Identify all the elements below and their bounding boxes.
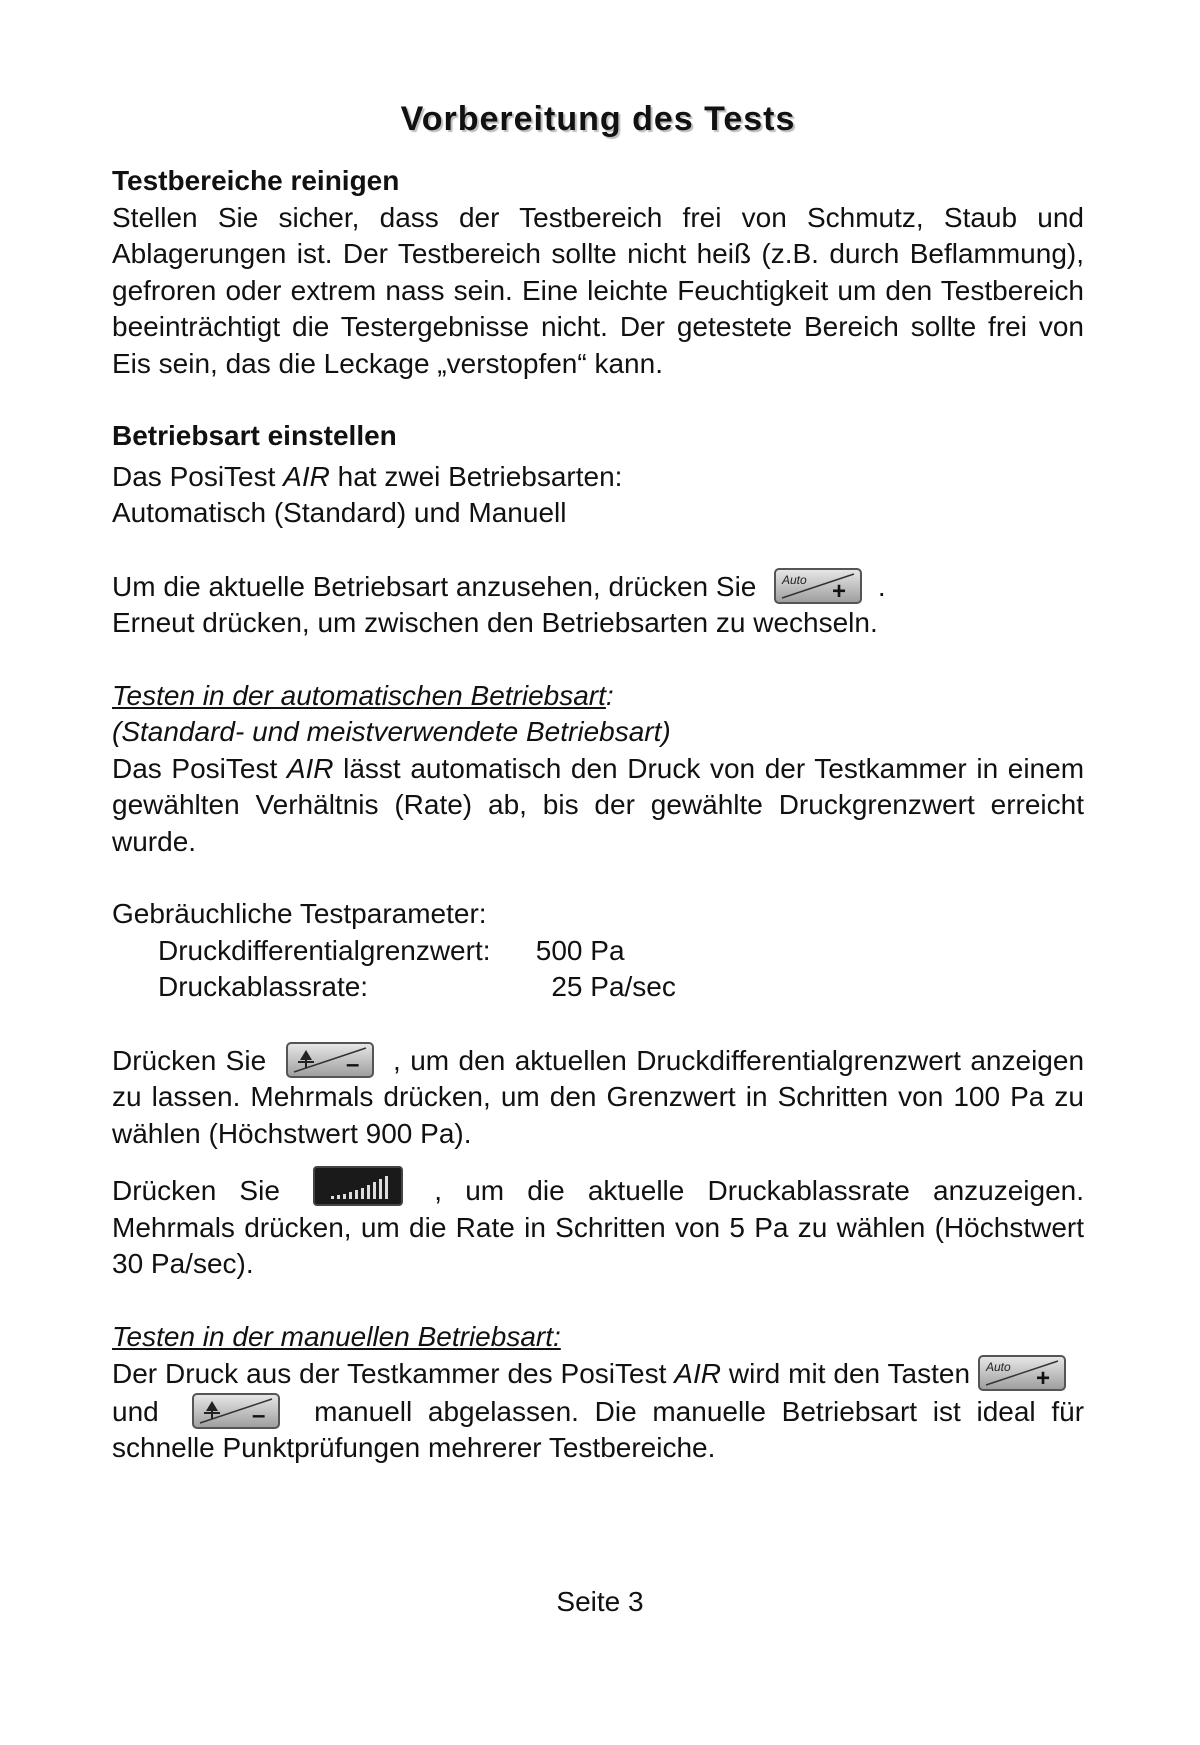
document-page (112, 100, 1084, 1467)
section-body-clean: Stellen Sie sicher, dass der Testbereich frei von Schmutz, Staub und Ablagerungen ist. Der Testbereich sollte nicht heiß (z.B. durch Beflammung), gefroren oder extrem nass sein. Eine leichte Feuchtigkeit um den Testbereich beeinträchtigt die Testergebnisse nicht. Der getestete Bereich sollte frei von Eis sein, das die Leckage „verstopfen“ kann. (112, 201, 1084, 379)
param-row: Druckdifferentialgrenzwert: 500 Pa (158, 934, 625, 966)
auto-mode-body: Das PosiTest AIR lässt automatisch den Druck von der Testkammer in einem gewählten Verhältnis (Rate) ab, bis der gewählte Druckgrenzwert erreicht wurde. (112, 752, 1085, 857)
manual-mode-heading: Testen in der manuellen Betriebsart: (112, 1320, 561, 1352)
params-list (112, 933, 1084, 1006)
param-row: Druckablassrate: 25 Pa/sec (158, 971, 676, 1002)
limit-instruction: Drücken Sie – , um den aktuellen Druckdifferentialgrenzwert anzeigen zu lassen. Mehrmals drücken, um den Grenzwert in Schritten von 100 Pa zu wählen (Höchstwert 900 Pa). (112, 1042, 1084, 1153)
limit-minus-key-icon (286, 1042, 374, 1078)
manual-mode-body: Der Druck aus der Testkammer des PosiTest AIR wird mit den Tasten Auto + und – manuell abgelassen. Die manuelle Betriebsart ist ideal für schnelle Punktprüfungen mehrerer Testbereiche. (112, 1355, 1084, 1467)
page-title: Vorbereitung des Tests (400, 100, 796, 138)
mode-line-2: Automatisch (Standard) und Manuell (112, 497, 567, 528)
params-label: Gebräuchliche Testparameter: (112, 898, 487, 929)
rate-instruction: Drücken Sie , um die aktuelle Druckablassrate anzuzeigen. Mehrmals drücken, um die Rate in Schritten von 5 Pa zu wählen (Höchstwert 30 Pa/sec). (112, 1166, 1084, 1283)
minus-sign: – (345, 1050, 359, 1076)
auto-plus-key-icon (978, 1355, 1066, 1391)
plus-sign: + (832, 577, 847, 602)
rate-bars-key-icon (313, 1166, 403, 1206)
view-mode-line: Um die aktuelle Betriebsart anzusehen, drücken Sie Auto + . (112, 568, 1084, 606)
auto-mode-heading: Testen in der automatischen Betriebsart: (112, 679, 614, 711)
auto-plus-key-icon (774, 568, 862, 604)
minus-sign: – (252, 1401, 266, 1427)
section-heading-mode: Betriebsart einstellen (112, 420, 397, 451)
auto-key-label: Auto (986, 1360, 1011, 1374)
plus-sign: + (1036, 1365, 1051, 1389)
auto-mode-subheading: (Standard- und meistverwendete Betriebsart) (112, 716, 671, 747)
page-number: Seite 3 (556, 1586, 644, 1617)
auto-key-label: Auto (782, 572, 807, 587)
view-mode-line-2: Erneut drücken, um zwischen den Betriebsarten zu wechseln. (112, 607, 878, 638)
section-heading-clean: Testbereiche reinigen (112, 165, 400, 196)
mode-line-1: Das PosiTest AIR hat zwei Betriebsarten: (112, 460, 623, 492)
limit-minus-key-icon (192, 1393, 280, 1429)
